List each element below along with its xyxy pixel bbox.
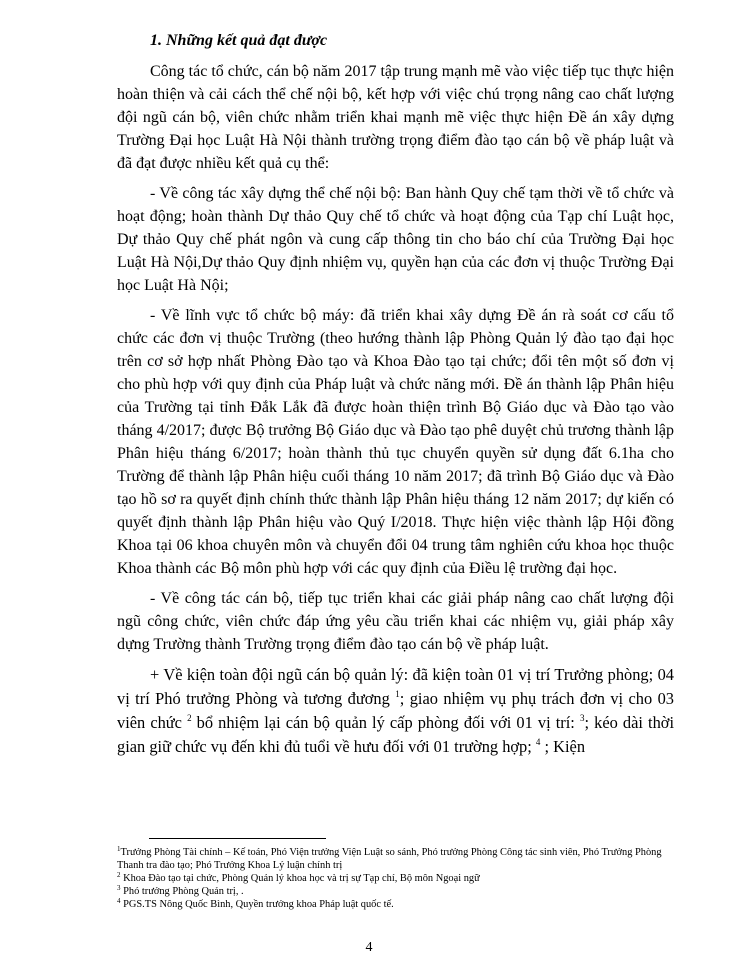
footnote-mark: 1 — [117, 845, 121, 853]
footnote-text: Phó trưởng Phòng Quản trị, . — [120, 886, 244, 897]
footnote-ref-4[interactable]: 4 — [535, 737, 541, 747]
footnote-text: Trưởng Phòng Tài chính – Kế toán, Phó Viện trưởng Viện Luật so sánh, Phó trưởng Phòng Công tác sinh viên, Phó Trưởng Phòng Thanh tra đào tạo; Phó Trưởng Khoa Lý luận chính trị — [117, 847, 662, 871]
footnotes — [117, 846, 687, 911]
management-text-part4: ; kéo dài thời gian giữ chức vụ đến khi đủ tuổi về hưu đối với 01 trường hợp; — [117, 713, 674, 756]
footnote-item — [117, 898, 687, 911]
footnote-text: Khoa Đào tạo tại chức, Phòng Quản lý khoa học và trị sự Tạp chí, Bộ môn Ngoại ngữ — [120, 873, 480, 884]
body-text — [117, 60, 674, 766]
footnote-mark: 4 — [117, 897, 121, 905]
footnote-ref-2[interactable]: 2 — [187, 713, 192, 723]
section-heading: 1. Những kết quả đạt được — [150, 32, 328, 49]
footnote-text: PGS.TS Nông Quốc Bình, Quyền trưởng khoa Pháp luật quốc tế. — [120, 899, 394, 910]
paragraph-personnel-work: - Về công tác cán bộ, tiếp tục triển khai các giải pháp nâng cao chất lượng đội ngũ công chức, viên chức đáp ứng yêu cầu triển khai các nhiệm vụ, giải pháp xây dựng Trường thành Trường trọng điểm đào tạo cán bộ về pháp luật. — [117, 590, 674, 653]
footnote-ref-1[interactable]: 1 — [395, 689, 400, 699]
paragraph-organizational-structure: - Về lĩnh vực tổ chức bộ máy: đã triển khai xây dựng Đề án rà soát cơ cấu tổ chức các đơn vị thuộc Trường (theo hướng thành lập Phòng Quản lý đào tạo đại học trên cơ sở hợp nhất Phòng Đào tạo và Khoa Đào tạo tại chức; đổi tên một số đơn vị cho phù hợp với quy định của Pháp luật và chức năng mới. Đề án thành lập Phân hiệu của Trường tại tỉnh Đắk Lắk đã được hoàn thiện trình Bộ Giáo dục và Đào tạo vào tháng 4/2017; được Bộ trưởng Bộ Giáo dục và Đào tạo phê duyệt chủ trương thành lập Phân hiệu tháng 6/2017; hoàn thành thủ tục chuyển quyền sử dụng đất 6.1ha cho Trường để thành lập Phân hiệu cuối tháng 10 năm 2017; đã trình Bộ Giáo dục và Đào tạo hồ sơ ra quyết định chính thức thành lập Phân hiệu tháng 12 năm 2017; dự kiến có quyết định thành lập Phân hiệu vào Quý I/2018. Thực hiện việc thành lập Hội đồng Khoa tại 06 khoa chuyên môn và chuyển đổi 04 trung tâm nghiên cứu khoa học thuộc Khoa thành các Bộ môn phù hợp với các quy định của Điều lệ trường đại học. — [117, 307, 674, 577]
management-text-part1: + Về kiện toàn đội ngũ cán bộ quản lý: đã kiện toàn 01 vị trí Trưởng phòng; 04 vị trí Phó trưởng Phòng và tương đương — [117, 665, 674, 708]
footnote-item — [117, 846, 687, 872]
footnote-item — [117, 872, 687, 885]
footnote-ref-3[interactable]: 3 — [579, 713, 585, 723]
page-number: 4 — [365, 940, 373, 955]
footnote-item — [117, 885, 687, 898]
footnote-mark: 3 — [117, 884, 121, 892]
footnote-separator — [149, 838, 326, 839]
paragraph-internal-institutions: - Về công tác xây dựng thể chế nội bộ: Ban hành Quy chế tạm thời về tổ chức và hoạt động; hoàn thành Dự thảo Quy chế tổ chức và hoạt động của Tạp chí Luật học, Dự thảo Quy chế phát ngôn và cung cấp thông tin cho báo chí của Trường Đại học Luật Hà Nội,Dự thảo Quy định nhiệm vụ, quyền hạn của các đơn vị thuộc Trường Đại học Luật Hà Nội; — [117, 185, 674, 294]
management-text-part3: bổ nhiệm lại cán bộ quản lý cấp phòng đối với 01 vị trí: — [191, 713, 580, 732]
paragraph-management-staff — [117, 663, 674, 759]
management-text-part2: ; giao nhiệm vụ phụ trách đơn vị cho 03 viên chức — [117, 689, 674, 732]
footnote-mark: 2 — [117, 871, 121, 879]
paragraph-intro: Công tác tổ chức, cán bộ năm 2017 tập trung mạnh mẽ vào việc tiếp tục thực hiện hoàn thiện và cải cách thể chế nội bộ, kết hợp với việc chú trọng nâng cao chất lượng đội ngũ cán bộ, viên chức nhằm triển khai mạnh mẽ việc thực hiện Đề án xây dựng Trường Đại học Luật Hà Nội thành trường trọng điểm đào tạo cán bộ về pháp luật và đã đạt được nhiều kết quả cụ thể: — [117, 63, 674, 172]
management-text-part5: ; Kiện — [540, 737, 586, 756]
